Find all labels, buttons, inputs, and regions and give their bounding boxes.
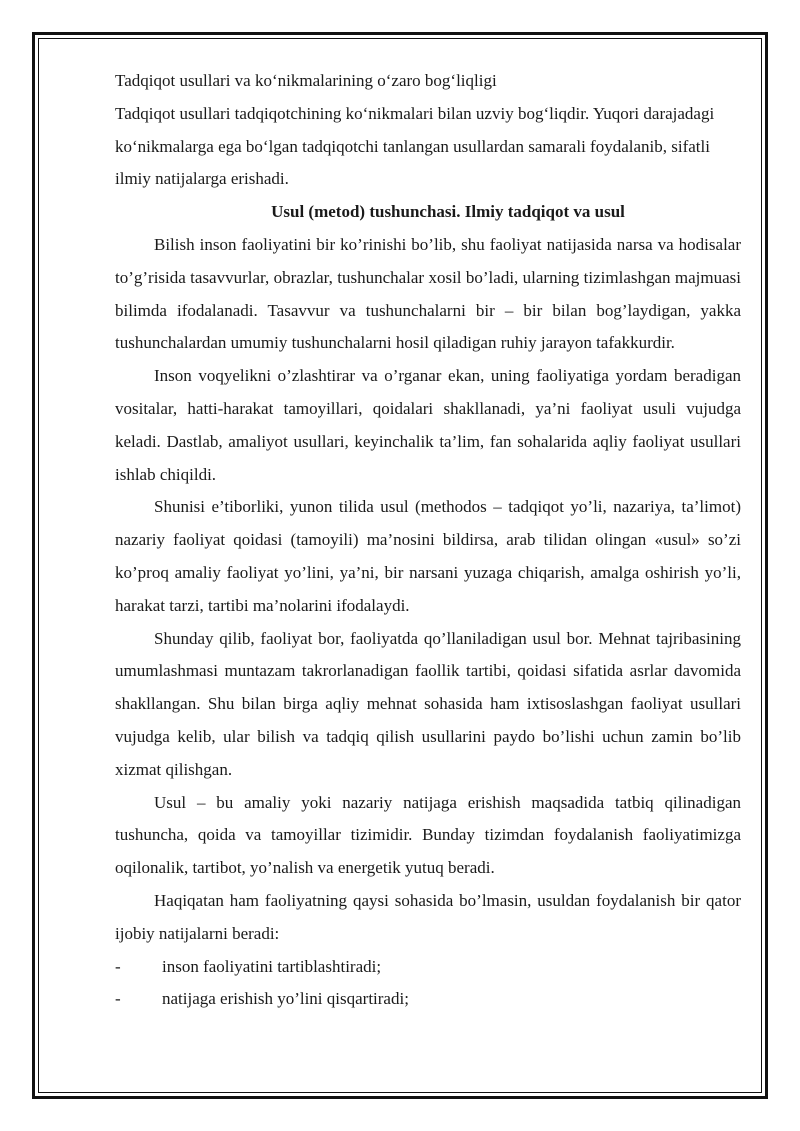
intro-paragraph: Tadqiqot usullari tadqiqotchining ko‘nikmalari bilan uzviy bog‘liqdir. Yuqori darajadagi ko‘nikmalarga ega bo‘lgan tadqiqotchi tanlangan usullardan samarali foydalanib, sifatli ilmiy natijalarga erishadi. bbox=[115, 103, 715, 189]
bullet-item bbox=[115, 951, 741, 984]
paragraph-4: Shunday qilib, faoliyat bor, faoliyatda qo’llaniladigan usul bor. Mehnat tajribasining umumlashmasi muntazam takrorlanadigan faollik tartibi, qoidasi sifatida asrlar davomida shakllangan. Shu bilan birga aqliy mehnat sohasida ham ixtisoslashgan faoliyat usullari vujudga kelib, ular bilish va tadqiq qilish usullarini paydo bo’lishi uchun zamin bo’lib xizmat qilishgan. bbox=[115, 628, 741, 779]
bullet-text: inson faoliyatini tartiblashtiradi; bbox=[162, 956, 382, 976]
bullet-marker: - bbox=[115, 989, 121, 1009]
paragraph-6: Haqiqatan ham faoliyatning qaysi sohasida bo’lmasin, usuldan foydalanish bir qator ijobiy natijalarni beradi: bbox=[115, 890, 741, 943]
paragraph-1: Bilish inson faoliyatini bir ko’rinishi bo’lib, shu faoliyat natijasida narsa va hodisalar to’g’risida tasavvurlar, obrazlar, tushunchalar xosil bo’ladi, ularning tizimlashgan majmuasi bilimda ifodalanadi. Tasavvur va tushunchalarni bir – bir bilan bog’laydigan, yakka tushunchalardan umumiy tushunchalarni hosil qiladigan ruhiy jarayon tafakkurdir. bbox=[115, 234, 741, 353]
section-heading: Usul (metod) tushunchasi. Ilmiy tadqiqot va usul bbox=[271, 202, 625, 222]
bullet-marker: - bbox=[115, 956, 121, 976]
paragraph-3: Shunisi e’tiborliki, yunon tilida usul (methodos – tadqiqot yo’li, nazariya, ta’limot) nazariy faoliyat qoidasi (tamoyili) ma’nosini bildirsa, arab tilidan olingan «usul» so’zi ko’proq amaliy faoliyat yo’lini, ya’ni, bir narsani yuzaga chiqarish, amalga oshirish yo’li, harakat tarzi, tartibi ma’nolarini ifodalaydi. bbox=[115, 497, 741, 615]
paragraph-2: Inson voqyelikni o’zlashtirar va o’rganar ekan, uning faoliyatiga yordam beradigan vositalar, hatti-harakat tamoyillari, qoidalari shakllanadi, ya’ni faoliyat usuli vujudga keladi. Dastlab, amaliyot usullari, keyinchalik ta’lim, fan sohalarida aqliy faoliyat usullari ishlab chiqildi. bbox=[115, 366, 741, 484]
paragraph-5: Usul – bu amaliy yoki nazariy natijaga erishish maqsadida tatbiq qilinadigan tushuncha, qoida va tamoyillar tizimidir. Bunday tizimdan foydalanish faoliyatimizga oqilonalik, tartibot, yo’nalish va energetik yutuq beradi. bbox=[115, 792, 741, 878]
intro-title-line: Tadqiqot usullari va ko‘nikmalarining o‘zaro bog‘liqligi bbox=[115, 71, 497, 90]
document-body bbox=[115, 65, 741, 1016]
bullet-item bbox=[115, 983, 741, 1016]
bullet-text: natijaga erishish yo’lini qisqartiradi; bbox=[162, 989, 409, 1009]
